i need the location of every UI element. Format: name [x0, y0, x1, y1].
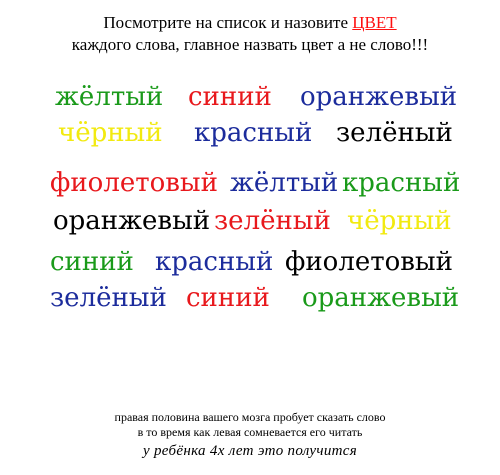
- word-row3-3: красный: [342, 168, 461, 198]
- word-row4-3: чёрный: [347, 206, 452, 236]
- word-row1-3: оранжевый: [300, 82, 458, 112]
- word-row6-3: оранжевый: [302, 283, 460, 313]
- footer-line-2: в то время как левая сомневается его читать: [137, 425, 363, 439]
- word-row2-2: красный: [194, 118, 313, 148]
- word-row5-1: синий: [50, 247, 134, 277]
- word-row4-2: зелёный: [214, 206, 331, 236]
- word-row5-2: красный: [155, 247, 274, 277]
- word-row3-1: фиолетовый: [50, 168, 218, 198]
- word-row1-1: жёлтый: [55, 82, 164, 112]
- word-row1-2: синий: [188, 82, 272, 112]
- instruction-heading: [0, 12, 500, 56]
- word-row6-1: зелёный: [50, 283, 167, 313]
- instruction-line-1: [0, 12, 500, 34]
- footer-line-3: у ребёнка 4х лет это получится: [142, 443, 357, 459]
- word-row2-1: чёрный: [58, 118, 163, 148]
- word-row2-3: зелёный: [336, 118, 453, 148]
- word-row3-2: жёлтый: [230, 168, 339, 198]
- footer-line-1: правая половина вашего мозга пробует сказать слово: [114, 410, 386, 424]
- color-keyword: ЦВЕТ: [352, 13, 397, 32]
- instruction-line-2: каждого слова, главное назвать цвет а не слово!!!: [71, 35, 429, 54]
- word-row5-3: фиолетовый: [285, 247, 453, 277]
- word-row4-1: оранжевый: [53, 206, 211, 236]
- word-row6-2: синий: [186, 283, 270, 313]
- instruction-text: Посмотрите на список и назовите: [103, 13, 353, 32]
- footer-note: [0, 410, 500, 459]
